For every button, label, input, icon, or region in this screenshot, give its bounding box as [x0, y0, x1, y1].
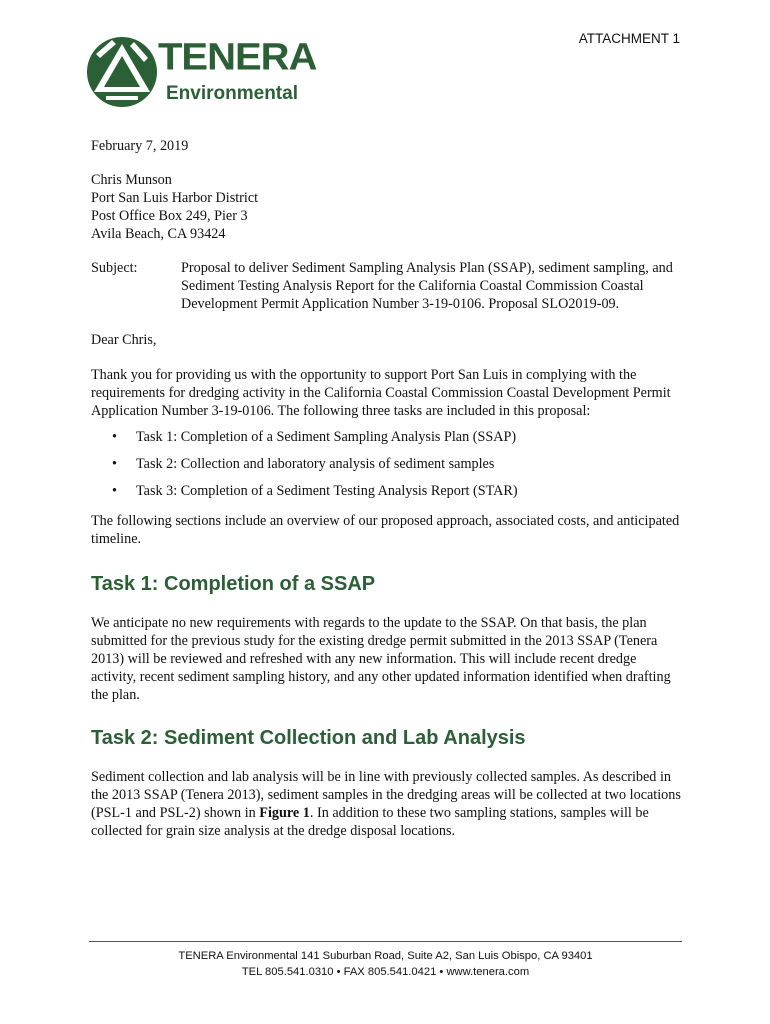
logo-wordmark: TENERA [158, 36, 317, 78]
address-line: Avila Beach, CA 93424 [91, 226, 226, 242]
subject-label: Subject: [91, 260, 138, 276]
list-item [91, 455, 685, 473]
address-line: Port San Luis Harbor District [91, 190, 259, 206]
attachment-label: ATTACHMENT 1 [578, 31, 680, 46]
subject-text: Proposal to deliver Sediment Sampling Analysis Plan (SSAP), sediment sampling, and Sediment Testing Analysis Report for the California Coastal Commission Coastal Development Permit Application Number 3-19-0106. Proposal SLO2019-09. [181, 260, 673, 312]
list-item [91, 482, 685, 500]
address-line: Post Office Box 249, Pier 3 [91, 208, 248, 224]
bullet-icon: • [112, 483, 117, 499]
task1-paragraph: We anticipate no new requirements with regards to the update to the SSAP. On that basis, the plan submitted for the previous study for the existing dredge permit submitted in the 2013 SSAP (Tenera 2013) will be reviewed and refreshed with any new information. This will include recent dredge activity, recent sediment sampling history, and any other updated information identified when drafting the plan. [91, 615, 671, 703]
logo-subtitle: Environmental [166, 83, 298, 104]
subject-block [91, 259, 685, 313]
task2-paragraph [91, 768, 685, 840]
overview-paragraph: The following sections include an overview of our proposed approach, associated costs, and anticipated timeline. [91, 513, 680, 547]
task-item-text: Task 3: Completion of a Sediment Testing Analysis Report (STAR) [136, 483, 518, 499]
figure-reference: Figure 1 [259, 805, 310, 821]
task-item-text: Task 1: Completion of a Sediment Sampling Analysis Plan (SSAP) [136, 429, 517, 445]
letter-date: February 7, 2019 [91, 138, 189, 154]
letter-body [91, 137, 685, 840]
task-list [91, 428, 685, 500]
bullet-icon: • [112, 429, 117, 445]
page-footer [89, 948, 682, 980]
task2-text-end: . In addition to these two sampling stations, samples will be collected for grain size analysis at the dredge disposal locations. [91, 805, 649, 839]
recipient-address [91, 171, 685, 243]
company-logo [86, 34, 326, 110]
greeting: Dear Chris, [91, 332, 157, 348]
footer-contact: TEL 805.541.0310 • FAX 805.541.0421 • www.tenera.com [241, 966, 530, 978]
task-item-text: Task 2: Collection and laboratory analysis of sediment samples [136, 456, 495, 472]
task2-heading: Task 2: Sediment Collection and Lab Analysis [91, 727, 526, 749]
address-line: Chris Munson [91, 172, 172, 188]
task2-text-start: Sediment collection and lab analysis will be in line with previously collected samples. As described in the 2013 SSAP (Tenera 2013), sediment samples in the dredging areas will be collected at two locations (PSL-1 and PSL-2) shown in [91, 769, 681, 821]
footer-divider [89, 941, 682, 942]
bullet-icon: • [112, 456, 117, 472]
list-item [91, 428, 685, 446]
logo-emblem-icon [86, 34, 160, 110]
footer-address: TENERA Environmental 141 Suburban Road, Suite A2, San Luis Obispo, CA 93401 [178, 950, 593, 962]
task1-heading: Task 1: Completion of a SSAP [91, 573, 376, 595]
intro-paragraph: Thank you for providing us with the opportunity to support Port San Luis in complying with the requirements for dredging activity in the California Coastal Commission Coastal Development Permit Application Number 3-19-0106. The following three tasks are included in this proposal: [91, 367, 671, 419]
